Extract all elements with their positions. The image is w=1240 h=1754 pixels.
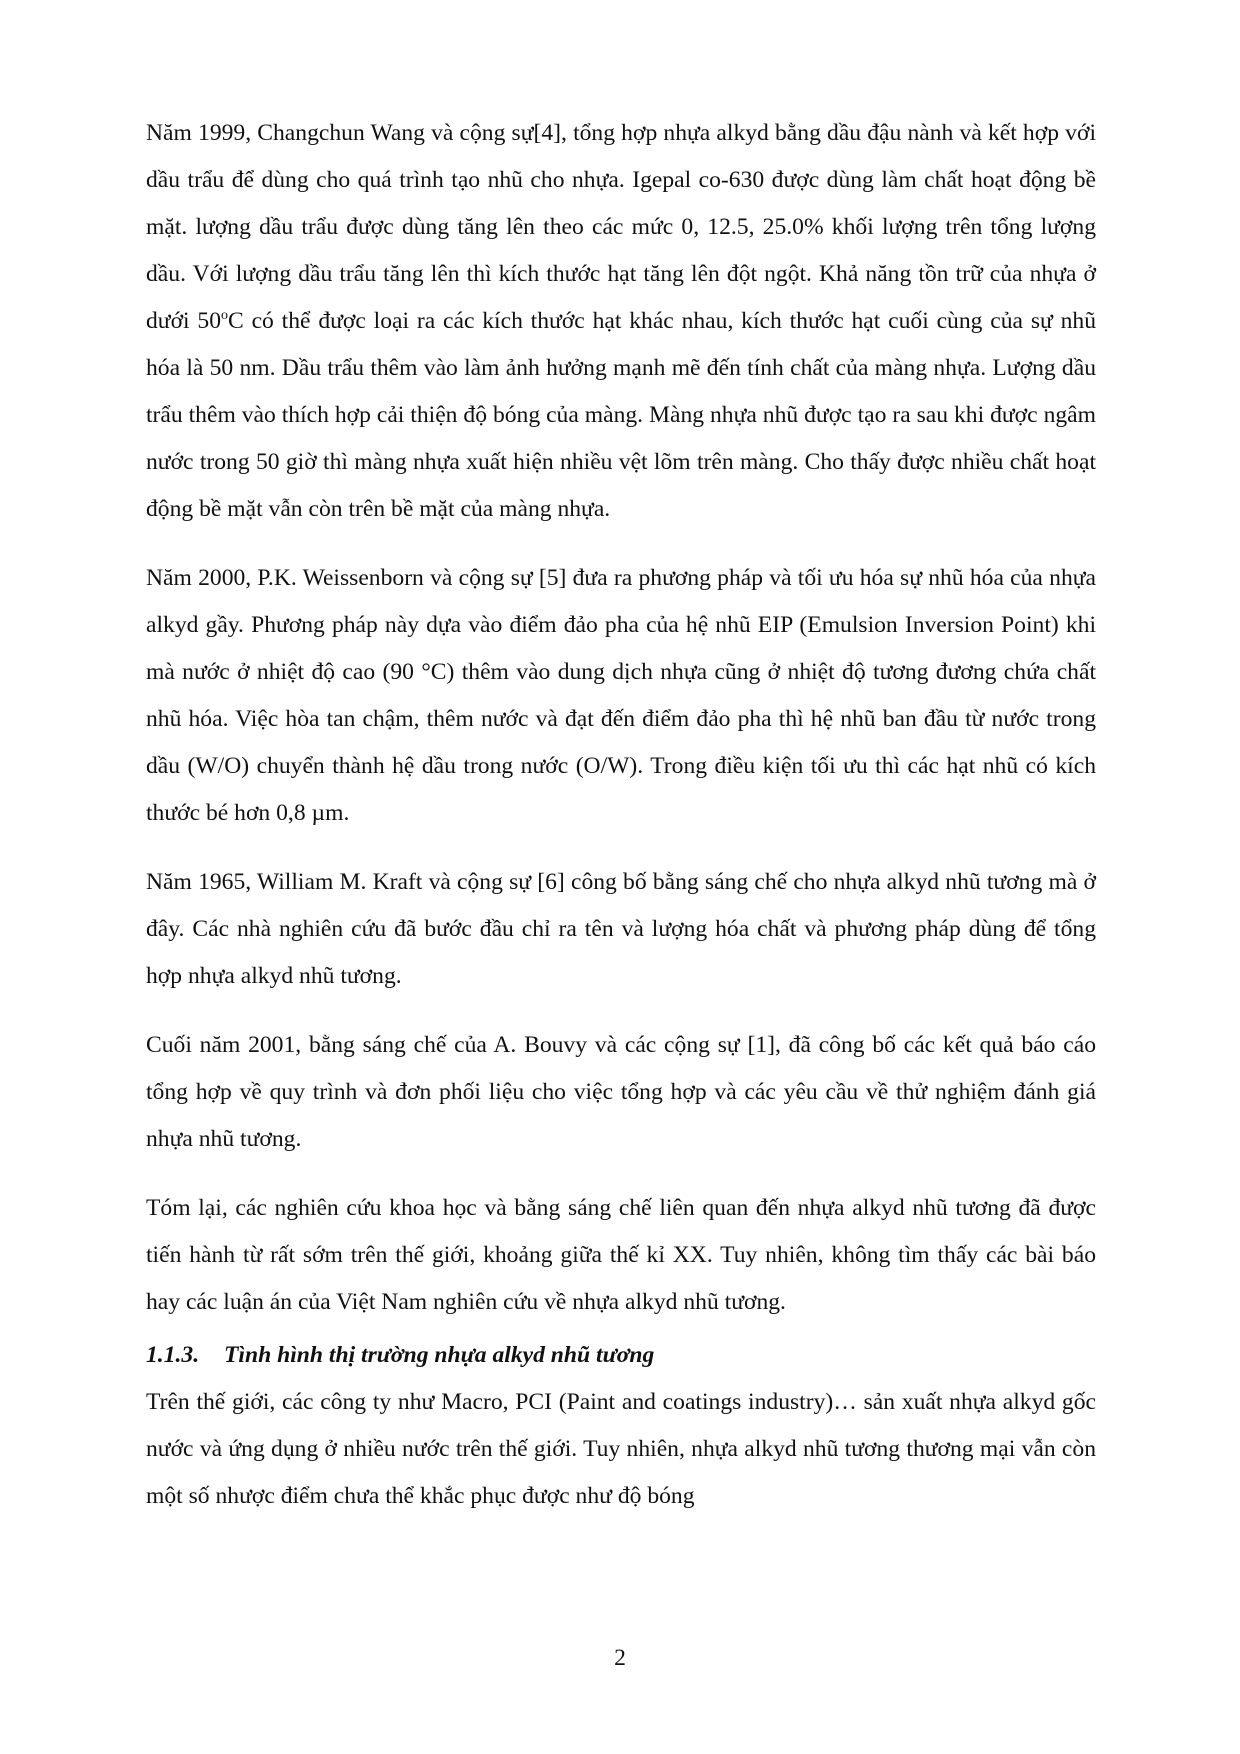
- paragraph-1: [146, 110, 1096, 533]
- paragraph-1-text-b: C có thể được loại ra các kích thước hạt khác nhau, kích thước hạt cuối cùng của sự nhũ hóa là 50 nm. Dầu trẩu thêm vào làm ảnh hưởng mạnh mẽ đến tính chất của màng nhựa. Lượng dầu trẩu thêm vào thích hợp cải thiện độ bóng của màng. Màng nhựa nhũ được tạo ra sau khi được ngâm nước trong 50 giờ thì màng nhựa xuất hiện nhiều vệt lõm trên màng. Cho thấy được nhiều chất hoạt động bề mặt vẫn còn trên bề mặt của màng nhựa.: [146, 308, 1096, 522]
- paragraph-3: Năm 1965, William M. Kraft và cộng sự [6] công bố bằng sáng chế cho nhựa alkyd nhũ tương mà ở đây. Các nhà nghiên cứu đã bước đầu chỉ ra tên và lượng hóa chất và phương pháp dùng để tổng hợp nhựa alkyd nhũ tương.: [146, 869, 1096, 989]
- section-heading: [146, 1332, 1096, 1379]
- paragraph-4: Cuối năm 2001, bằng sáng chế của A. Bouvy và các cộng sự [1], đã công bố các kết quả báo cáo tổng hợp về quy trình và đơn phối liệu cho việc tổng hợp và các yêu cầu về thử nghiệm đánh giá nhựa nhũ tương.: [146, 1032, 1096, 1152]
- paragraph-5: Tóm lại, các nghiên cứu khoa học và bằng sáng chế liên quan đến nhựa alkyd nhũ tương đã được tiến hành từ rất sớm trên thế giới, khoảng giữa thế kỉ XX. Tuy nhiên, không tìm thấy các bài báo hay các luận án của Việt Nam nghiên cứu về nhựa alkyd nhũ tương.: [146, 1195, 1096, 1315]
- paragraph-1-text-a: Năm 1999, Changchun Wang và cộng sự[4], tổng hợp nhựa alkyd bằng dầu đậu nành và kết hợp với dầu trẩu để dùng cho quá trình tạo nhũ cho nhựa. Igepal co-630 được dùng làm chất hoạt động bề mặt. lượng dầu trẩu được dùng tăng lên theo các mức 0, 12.5, 25.0% khối lượng trên tổng lượng dầu. Với lượng dầu trẩu tăng lên thì kích thước hạt tăng lên đột ngột. Khả năng tồn trữ của nhựa ở dưới 50: [146, 120, 1096, 334]
- paragraph-6: Trên thế giới, các công ty như Macro, PCI (Paint and coatings industry)… sản xuất nhựa alkyd gốc nước và ứng dụng ở nhiều nước trên thế giới. Tuy nhiên, nhựa alkyd nhũ tương thương mại vẫn còn một số nhược điểm chưa thể khắc phục được như độ bóng: [146, 1389, 1096, 1509]
- page-number: 2: [614, 1645, 626, 1671]
- paragraph-2: Năm 2000, P.K. Weissenborn và cộng sự [5] đưa ra phương pháp và tối ưu hóa sự nhũ hóa của nhựa alkyd gầy. Phương pháp này dựa vào điểm đảo pha của hệ nhũ EIP (Emulsion Inversion Point) khi mà nước ở nhiệt độ cao (90 °C) thêm vào dung dịch nhựa cũng ở nhiệt độ tương đương chứa chất nhũ hóa. Việc hòa tan chậm, thêm nước và đạt đến điểm đảo pha thì hệ nhũ ban đầu từ nước trong dầu (W/O) chuyển thành hệ dầu trong nước (O/W). Trong điều kiện tối ưu thì các hạt nhũ có kích thước bé hơn 0,8 µm.: [146, 565, 1096, 826]
- degree-sup: o: [221, 308, 229, 324]
- section-title: Tình hình thị trường nhựa alkyd nhũ tương: [224, 1342, 655, 1368]
- section-number: 1.1.3.: [146, 1342, 200, 1368]
- body-text: [146, 110, 1096, 1542]
